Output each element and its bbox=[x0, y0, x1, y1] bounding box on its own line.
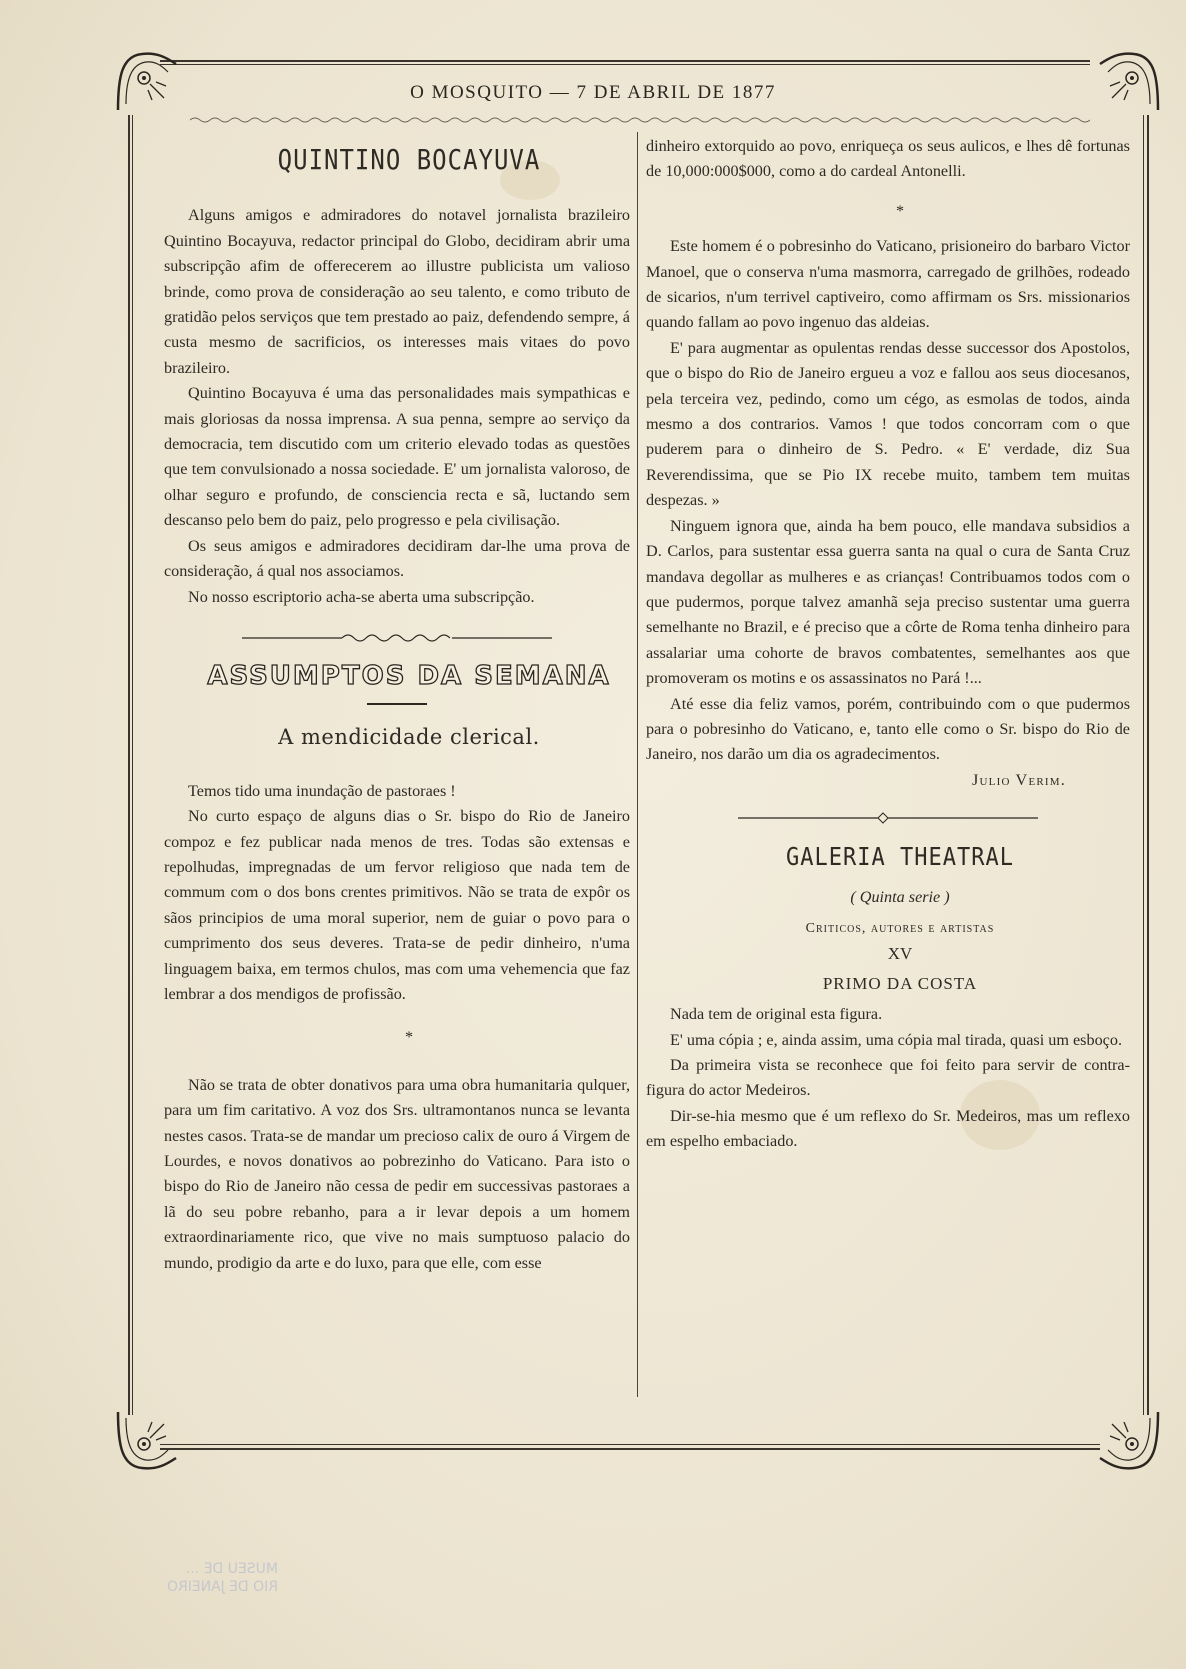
paragraph: No curto espaço de alguns dias o Sr. bispo do Rio de Janeiro compoz e fez publicar nada menos de tres. Todas são extensas e repolhudas, impregnadas de um fervor religioso que nada tem de commum com o dos bons crentes primitivos. Não se trata de expôr os sãos principios de uma moral superior, nem de guiar o povo para o cumprimento dos seus deveres. Trata-se de pedir dinheiro, n'uma linguagem baixa, em termos chulos, mas com uma vehemencia que faz lembrar a dos mendigos de profissão. bbox=[164, 807, 630, 1003]
section-title-galeria: GALERIA THEATRAL bbox=[786, 843, 1014, 873]
frame-top-line-inner bbox=[160, 64, 1090, 65]
entry-name: PRIMO DA COSTA bbox=[822, 973, 978, 993]
paragraph: Temos tido uma inundação de pastoraes ! bbox=[188, 781, 456, 800]
right-column bbox=[646, 134, 1130, 1155]
paragraph: Quintino Bocayuva é uma das personalidades mais sympathicas e mais gloriosas da nossa imprensa. A sua penna, sempre ao serviço da democracia, tem discutido com um criterio elevado todas as questões que tem convulsionado a nossa sociedade. E' um jornalista valoroso, de olhar seguro e profundo, de consciencia recta e sã, luctando sem descanso pelo bem do paiz, pelo progresso e pela civilisação. bbox=[164, 384, 630, 530]
header-wavy-rule bbox=[190, 116, 1090, 124]
paragraph: Nada tem de original esta figura. bbox=[670, 1005, 883, 1024]
ornament-divider bbox=[242, 630, 552, 646]
frame-right-line-inner bbox=[1143, 115, 1144, 1415]
corner-ornament-icon bbox=[1094, 46, 1164, 116]
frame-left-line bbox=[128, 115, 130, 1415]
paragraph-continuation: dinheiro extorquido ao povo, enriqueça os seus aulicos, e lhes dê fortunas de 10,000:000$000, como a do cardeal Antonelli. bbox=[646, 137, 1130, 181]
paragraph: Não se trata de obter donativos para uma obra humanitaria qulquer, para um fim caritativo. A voz dos Srs. ultramontanos nunca se levanta nestes casos. Trata-se de mandar um precioso calix de ouro á Virgem de Lourdes, e novos donativos ao pobrezinho do Vaticano. Para isto o bispo do Rio de Janeiro não cessa de pedir em successivas pastoraes a lã do seu pobre rebanho, para a ir levar depois a um homem extraordinariamente rico, que vive no mais sumptuoso palacio do mundo, prodigio da arte e do luxo, para que elle, com esse bbox=[164, 1075, 630, 1272]
frame-top-line bbox=[160, 60, 1090, 62]
page-header-title: O MOSQUITO — 7 DE ABRIL DE 1877 bbox=[410, 82, 776, 103]
frame-left-line-inner bbox=[132, 115, 133, 1415]
frame-bottom-line-inner bbox=[160, 1444, 1100, 1445]
asterisk-separator: * bbox=[404, 1028, 414, 1047]
frame-right-line bbox=[1147, 115, 1149, 1415]
paragraph: Dir-se-hia mesmo que é um reflexo do Sr. Medeiros, mas um reflexo em espelho embaciado. bbox=[646, 1106, 1130, 1151]
paragraph: Alguns amigos e admiradores do notavel jornalista brazileiro Quintino Bocayuva, redactor principal do Globo, decidiram abrir uma subscripção afim de offerecerem ao illustre publicista um valioso brinde, como prova de consideração ao seu talento, e como tributo de gratidão pelos serviços que tem prestado ao paiz, defendendo sempre, á custa mesmo de sacrificios, os interesses mais vitaes do povo brazileiro. bbox=[164, 206, 630, 377]
paragraph: E' uma cópia ; e, ainda assim, uma cópia mal tirada, quasi um esboço. bbox=[670, 1030, 1122, 1049]
paragraph: E' para augmentar as opulentas rendas desse successor dos Apostolos, que o bispo do Rio de Janeiro ergueu a voz e fallou aos seus diocesanos, pela terceira vez, pedindo, como um cégo, as esmolas de todos, ainda mesmo a dos contrarios. Vamos ! que todos concorram com o que puderem para o dinheiro de S. Pedro. « E' verdade, diz Sua Reverendissima, que se Pio IX recebe muito, tambem tem muitas despezas. » bbox=[646, 338, 1130, 510]
column-divider bbox=[637, 132, 638, 1397]
short-rule bbox=[367, 703, 427, 705]
paragraph: Este homem é o pobresinho do Vaticano, prisioneiro do barbaro Victor Manoel, que o conserva n'uma masmorra, carregado de grilhões, rodeado de sicarios, n'um terrivel captiveiro, como affirmam os Srs. missionarios quando fallam ao povo ingenuo das aldeias. bbox=[646, 237, 1130, 332]
library-stamp bbox=[58, 1560, 278, 1596]
serie-label: ( Quinta serie ) bbox=[850, 887, 950, 906]
paragraph: No nosso escriptorio acha-se aberta uma subscripção. bbox=[188, 587, 535, 606]
section-title-assumptos: ASSUMPTOS DA SEMANA bbox=[207, 660, 611, 691]
paragraph: Os seus amigos e admiradores decidiram dar-lhe uma prova de consideração, á qual nos associamos. bbox=[164, 536, 630, 581]
paragraph: Ninguem ignora que, ainda ha bem pouco, elle mandava subsidios a D. Carlos, para sustentar essa guerra santa na qual o cura de Santa Cruz mandava degollar as mulheres e as crianças! Contribuamos todos com o que pudermos, porque talvez amanhã seja preciso sustentar uma guerra semelhante no Brazil, e é preciso que a côrte de Roma tenha dinheiro para assalariar uma cohorte de bravos combatentes, semelhantes aos que promoveram os motins e os assassinatos no Pará !... bbox=[646, 516, 1130, 688]
category-label: Criticos, autores e artistas bbox=[805, 920, 995, 936]
corner-ornament-icon bbox=[112, 46, 182, 116]
stamp-line: RIO DE JANEIRO bbox=[166, 1579, 278, 1595]
author-signature: Julio Verim. bbox=[972, 770, 1066, 789]
left-column bbox=[164, 134, 630, 1276]
entry-number: XV bbox=[887, 944, 913, 964]
ornament-divider bbox=[738, 811, 1038, 825]
corner-ornament-icon bbox=[112, 1406, 182, 1476]
stamp-line: MUSEU DE ... bbox=[185, 1561, 278, 1577]
paragraph: Até esse dia feliz vamos, porém, contribuindo com o que pudermos para o pobresinho do Vaticano, e, tanto elle como o Sr. bispo do Rio de Janeiro, nos darão um dia os agradecimentos. bbox=[646, 694, 1130, 764]
asterisk-separator: * bbox=[895, 201, 905, 220]
paragraph: Da primeira vista se reconhece que foi feito para servir de contra-figura do actor Medeiros. bbox=[646, 1056, 1130, 1100]
section-title-quintino: QUINTINO BOCAYUVA bbox=[277, 143, 541, 176]
corner-ornament-icon bbox=[1094, 1406, 1164, 1476]
frame-bottom-line bbox=[160, 1448, 1100, 1450]
article-subtitle: A mendicidade clerical. bbox=[278, 725, 540, 750]
